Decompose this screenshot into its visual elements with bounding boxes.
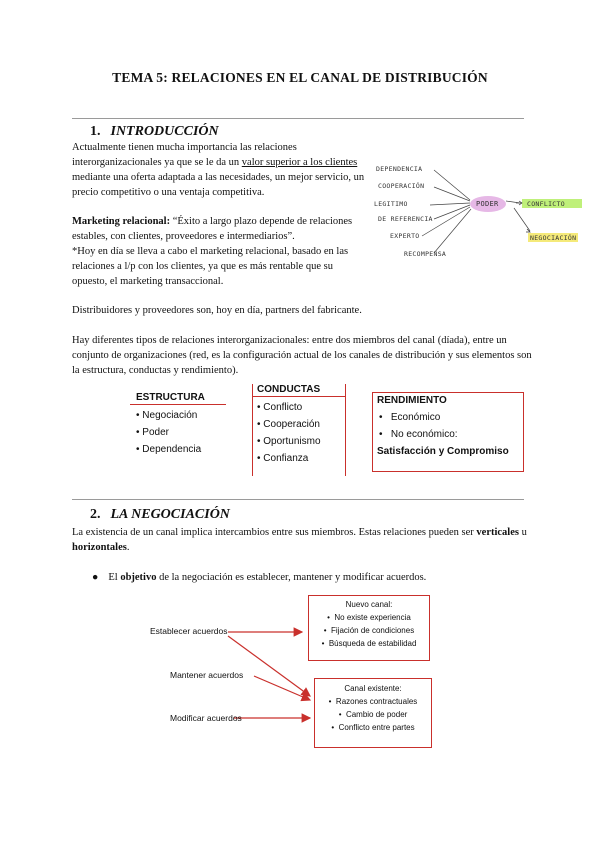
section1-title: INTRODUCCIÓN (110, 124, 219, 139)
estructura-item: • Negociación (136, 410, 198, 421)
rendimiento-header: RENDIMIENTO (377, 395, 447, 406)
conductas-item: • Confianza (257, 453, 309, 464)
negociacion-horizontales: horizontales (72, 542, 127, 553)
page-title: TEMA 5: RELACIONES EN EL CANAL DE DISTRIBUCIÓN (112, 70, 488, 85)
conductas-item: • Conflicto (257, 402, 303, 413)
sketch-word: EXPERTO (390, 232, 420, 240)
canal-existente-item: • Conflicto entre partes (331, 723, 415, 732)
intro-text-a: Actualmente tienen mucha importancia las relaciones interorganizacionales ya que se le da un (72, 142, 297, 168)
nuevo-canal-item: • Búsqueda de estabilidad (321, 639, 417, 648)
section2-number: 2. (90, 507, 101, 522)
sketch-right-bottom: NEGOCIACIÓN (530, 234, 577, 242)
section2-title: LA NEGOCIACIÓN (110, 507, 230, 522)
diagram-left-label: Modificar acuerdos (170, 713, 242, 723)
conductas-header: CONDUCTAS (253, 384, 345, 397)
rendimiento-item: • No económico: (379, 429, 458, 440)
rendimiento-item: • Económico (379, 412, 441, 423)
objetivo-label: objetivo (120, 572, 157, 583)
sketch-right-top: CONFLICTO (527, 200, 565, 208)
conductas-item: • Cooperación (257, 419, 320, 430)
section1-heading (90, 124, 219, 140)
intro-underlined: valor superior a los clientes (241, 157, 358, 168)
canal-existente-title: Canal existente: (344, 684, 402, 693)
nuevo-canal-title: Nuevo canal: (345, 600, 393, 609)
rendimiento-footer: Satisfacción y Compromiso (377, 446, 509, 457)
canal-existente-item: • Razones contractuales (328, 697, 418, 706)
types-paragraph: Hay diferentes tipos de relaciones interorganizacionales: entre dos miembros del canal (díada), entre un conjunto de organizaciones (red, es la configuración actual de los canales de distribución y sus elementos son la estructura, conductas y rendimiento). (72, 335, 532, 376)
marketing-text: “Éxito a largo plazo depende de relaciones estables, con clientes, proveedores e intermediarios”. (72, 216, 353, 242)
canal-existente-item: • Cambio de poder (338, 710, 408, 719)
diagram-left-label: Mantener acuerdos (170, 670, 244, 680)
relations-elements-table (130, 384, 525, 476)
sketch-word: LEGITIMO (374, 200, 408, 208)
sketch-word: RECOMPENSA (404, 250, 447, 258)
partners-paragraph: Distribuidores y proveedores son, hoy en día, partners del fabricante. (72, 305, 362, 316)
negotiation-diagram (150, 590, 440, 750)
sketch-word: DEPENDENCIA (376, 165, 423, 173)
nuevo-canal-box (308, 595, 430, 661)
sketch-center: PODER (476, 200, 499, 208)
negociacion-verticales: verticales (476, 527, 519, 538)
section-divider (72, 118, 524, 119)
intro-text-b: mediante una oferta adaptada a las necesidades, un mejor servicio, un precio competitivo o una ventaja competitiva. (72, 172, 365, 198)
objetivo-bullet: ● El objetivo de la negociación es establecer, mantener y modificar acuerdos. (92, 572, 427, 583)
sketch-word: DE REFERENCIA (378, 215, 433, 223)
nuevo-canal-item: • No existe experiencia (327, 613, 411, 622)
rendimiento-column (372, 392, 524, 472)
diagram-left-label: Establecer acuerdos (150, 626, 228, 636)
estructura-column (130, 392, 248, 455)
power-sketch (372, 160, 587, 268)
nuevo-canal-item: • Fijación de condiciones (323, 626, 415, 635)
estructura-item: • Poder (136, 427, 169, 438)
intro-paragraph (72, 140, 368, 200)
marketing-label: Marketing relacional: (72, 216, 171, 227)
canal-existente-box (314, 678, 432, 748)
conductas-item: • Oportunismo (257, 436, 321, 447)
section2-heading (90, 507, 230, 523)
estructura-header: ESTRUCTURA (130, 392, 226, 405)
marketing-note: *Hoy en día se lleva a cabo el marketing relacional, basado en las relaciones a l/p con los clientes, ya que es más rentable que su opuesto, el marketing transaccional. (72, 246, 349, 287)
negociacion-text-a: La existencia de un canal implica intercambios entre sus miembros. Estas relaciones pueden ser (72, 527, 477, 538)
negociacion-paragraph: La existencia de un canal implica intercambios entre sus miembros. Estas relaciones pueden ser verticales u horizontales. (72, 527, 527, 553)
estructura-item: • Dependencia (136, 444, 202, 455)
marketing-paragraph (72, 214, 368, 289)
section-divider (72, 499, 524, 500)
conductas-column (252, 384, 346, 476)
bullet-icon: ● (92, 572, 99, 583)
section1-number: 1. (90, 124, 101, 139)
sketch-word: COOPERACIÓN (378, 182, 425, 190)
